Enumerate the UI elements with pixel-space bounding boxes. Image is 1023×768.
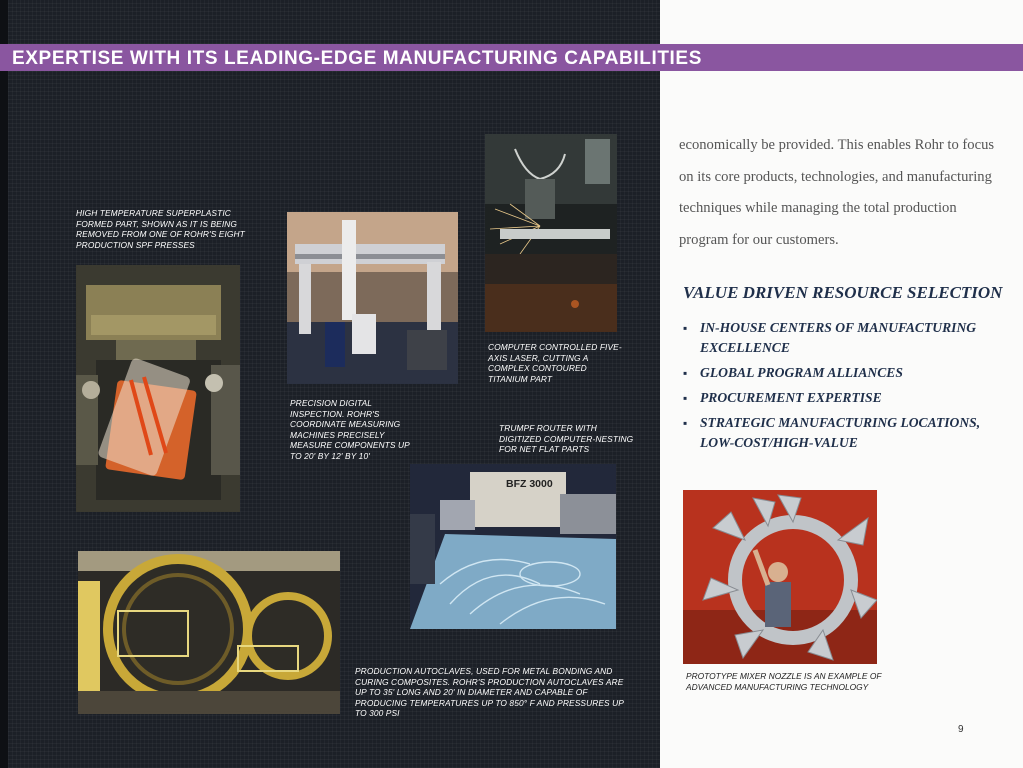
photo-trumpf-router	[410, 464, 616, 629]
bullet-icon: ▪	[683, 321, 688, 335]
caption-mixer-nozzle: PROTOTYPE MIXER NOZZLE IS AN EXAMPLE OF ADVANCED MANUFACTURING TECHNOLOGY	[686, 671, 882, 692]
caption-spf-press: HIGH TEMPERATURE SUPERPLASTIC FORMED PART, SHOWN AS IT IS BEING REMOVED FROM ONE OF ROHR'S EIGHT PRODUCTION SPF PRESSES	[76, 208, 245, 250]
bullet-icon: ▪	[683, 391, 688, 405]
caption-autoclaves: PRODUCTION AUTOCLAVES, USED FOR METAL BONDING AND CURING COMPOSITES. ROHR'S PRODUCTION AUTOCLAVES ARE UP TO 35' LONG AND 20' IN DIAMETER AND CAPABLE OF PRODUCING TEMPERATURES UP TO 850° F AND PRESSURES UP TO 300 PSI	[355, 666, 624, 718]
machine-sign: BFZ 3000	[506, 478, 553, 490]
photo-coordinate-measuring-machine	[287, 212, 458, 384]
page-title: EXPERTISE WITH ITS LEADING-EDGE MANUFACTURING CAPABILITIES	[12, 48, 702, 69]
photo-five-axis-laser	[485, 134, 617, 332]
caption-trumpf-router: TRUMPF ROUTER WITH DIGITIZED COMPUTER-NESTING FOR NET FLAT PARTS	[499, 423, 634, 454]
page-number: 9	[958, 724, 964, 735]
photo-production-autoclaves	[78, 551, 340, 714]
page-spine	[0, 0, 8, 768]
list-item: ▪ GLOBAL PROGRAM ALLIANCES	[683, 363, 1003, 383]
bullet-icon: ▪	[683, 416, 688, 430]
photo-spf-press	[76, 265, 240, 512]
list-item: ▪ STRATEGIC MANUFACTURING LOCATIONS, LOW-COST/HIGH-VALUE	[683, 415, 981, 450]
list-item: ▪ PROCUREMENT EXPERTISE	[683, 388, 1003, 408]
list-item: ▪ IN-HOUSE CENTERS OF MANUFACTURING EXCELLENCE	[683, 320, 977, 355]
bullet-icon: ▪	[683, 366, 688, 380]
caption-inspection: PRECISION DIGITAL INSPECTION. ROHR'S COORDINATE MEASURING MACHINES PRECISELY MEASURE COMPONENTS UP TO 20' BY 12' BY 10'	[290, 398, 410, 461]
photo-mixer-nozzle	[683, 490, 877, 664]
body-paragraph: economically be provided. This enables Rohr to focus on its core products, technologies, and manufacturing techniques while managing the total production program for our customers.	[679, 137, 995, 248]
resource-selection-list	[683, 318, 1003, 458]
caption-laser: COMPUTER CONTROLLED FIVE-AXIS LASER, CUTTING A COMPLEX CONTOURED TITANIUM PART	[488, 342, 622, 384]
section-heading: VALUE DRIVEN RESOURCE SELECTION	[683, 283, 1003, 302]
